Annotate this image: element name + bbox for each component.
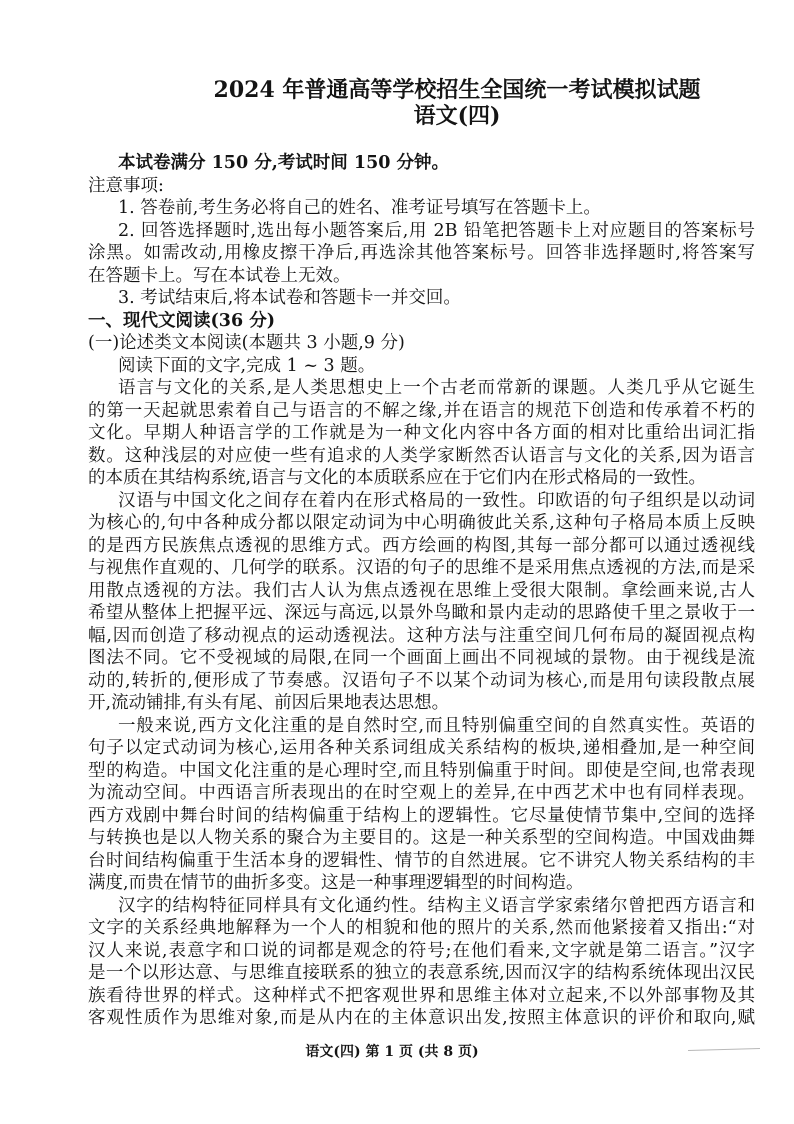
instruction-line: 涂黑。如需改动,用橡皮擦干净后,再选涂其他答案标号。回答非选择题时,将答案写 — [88, 243, 755, 263]
passage-line: 汉人来说,表意字和口说的词都是观念的符号;在他们看来,文字就是第二语言。”汉字 — [88, 940, 755, 961]
section-subheading: (一)论述类文本阅读(本题共 3 小题,9 分) — [88, 333, 405, 353]
passage-line: 一般来说,西方文化注重的是自然时空,而且特别偏重空间的自然真实性。英语的 — [118, 715, 755, 736]
instructions-heading: 注意事项: — [88, 175, 164, 196]
instruction-line: 在答题卡上。写在本试卷上无效。 — [88, 265, 351, 286]
reading-prompt: 阅读下面的文字,完成 1 ~ 3 题。 — [118, 355, 376, 376]
exam-title: 2024 年普通高等学校招生全国统一考试模拟试题 — [213, 77, 701, 103]
section-heading: 一、现代文阅读(36 分) — [88, 310, 276, 331]
instruction-line: 2. 回答选择题时,选出每小题答案后,用 2B 铅笔把答题卡上对应题目的答案标号 — [118, 220, 755, 241]
passage-line: 幅,因而创造了移动视点的运动透视法。这种方法与注重空间几何布局的凝固视点构 — [88, 625, 755, 646]
passage-line: 满度,而贵在情节的曲折多变。这是一种事理逻辑型的时间构造。 — [88, 873, 584, 893]
passage-line: 的第一天起就思索着自己与语言的不解之缘,并在语言的规范下创造和传承着不朽的 — [88, 400, 755, 421]
passage-line: 汉语与中国文化之间存在着内在形式格局的一致性。印欧语的句子组织是以动词 — [118, 490, 755, 511]
passage-line: 希望从整体上把握平远、深远与高远,以景外鸟瞰和景内走动的思路使千里之景收于一 — [88, 603, 755, 623]
instruction-line: 1. 答卷前,考生务必将自己的姓名、准考证号填写在答题卡上。 — [118, 198, 601, 218]
passage-line: 句子以定式动词为核心,运用各种关系词组成关系结构的板块,递相叠加,是一种空间 — [88, 738, 755, 758]
passage-line: 汉字的结构特征同样具有文化通约性。结构主义语言学家索绪尔曾把西方语言和 — [118, 895, 755, 916]
passage-line: 用散点透视的方法。我们古人认为焦点透视在思维上受很大限制。拿绘画来说,古人 — [88, 580, 755, 601]
passage-paragraph-3 — [88, 715, 755, 895]
exam-subtitle: 语文(四) — [413, 103, 501, 129]
instructions-block — [88, 152, 755, 310]
passage-line: 的本质在其结构系统,语言与文化的本质联系应在于它们内在形式格局的一致性。 — [88, 468, 707, 488]
passage-line: 为流动空间。中西语言所表现出的在时空观上的差异,在中西艺术中也有同样表现。 — [88, 783, 755, 803]
passage-line: 西方戏剧中舞台时间的结构偏重于结构上的逻辑性。它尽量使情节集中,空间的选择 — [88, 805, 755, 826]
passage-line: 与转换也是以人物关系的聚合为主要目的。这是一种关系型的空间构造。中国戏曲舞 — [88, 828, 755, 848]
passage-line: 文化。早期人种语言学的工作就是为一种文化内容中各方面的相对比重给出词汇指 — [88, 423, 755, 443]
instruction-line: 3. 考试结束后,将本试卷和答题卡一并交回。 — [118, 288, 461, 308]
passage-line: 与视焦作直观的、几何学的联系。汉语的句子的思维不是采用焦点透视的方法,而是采 — [88, 558, 755, 578]
instruction-item-1 — [88, 197, 755, 220]
instruction-item-3 — [88, 287, 755, 310]
passage-line: 台时间结构偏重于生活本身的逻辑性、情节的自然进展。它不讲究人物关系结构的丰 — [88, 850, 755, 871]
passage-line: 客观性质作为思维对象,而是从内在的主体意识出发,按照主体意识的评价和取向,赋 — [88, 1008, 755, 1028]
passage-line: 的是西方民族焦点透视的思维方式。西方绘画的构图,其每一部分都可以通过透视线 — [88, 535, 755, 556]
page-footer: 语文(四) 第 1 页 (共 8 页) — [305, 1044, 479, 1060]
passage-paragraph-2 — [88, 490, 755, 715]
passage — [88, 377, 755, 1030]
passage-line: 数。这种浅层的对应使一些有追求的人类学家断然否认语言与文化的关系,因为语言 — [88, 445, 755, 466]
passage-line: 文字的关系经典地解释为一个人的相貌和他的照片的关系,然而他紧接着又指出:“对 — [88, 918, 755, 938]
passage-paragraph-1 — [88, 377, 755, 490]
passage-line: 型的构造。中国文化注重的是心理时空,而且特别偏重于时间。即使是空间,也常表现 — [88, 760, 755, 781]
passage-line: 族看待世界的样式。这种样式不把客观世界和思维主体对立起来,不以外部事物及其 — [88, 985, 755, 1006]
passage-paragraph-4 — [88, 895, 755, 1030]
passage-line: 为核心的,句中各种成分都以限定动词为中心明确彼此关系,这种句子格局本质上反映 — [88, 513, 755, 533]
passage-line: 是一个以形达意、与思维直接联系的独立的表意系统,因而汉字的结构系统体现出汉民 — [88, 963, 755, 983]
passage-line: 动的,转折的,便形成了节奏感。汉语句子不以某个动词为核心,而是用句读段散点展 — [88, 670, 755, 691]
passage-line: 开,流动铺排,有头有尾、前因后果地表达思想。 — [88, 693, 450, 713]
score-line: 本试卷满分 150 分,考试时间 150 分钟。 — [118, 153, 450, 173]
passage-line: 语言与文化的关系,是人类思想史上一个古老而常新的课题。人类几乎从它诞生 — [118, 378, 755, 398]
passage-line: 图法不同。它不受视域的局限,在同一个画面上画出不同视域的景物。由于视线是流 — [88, 648, 755, 668]
exam-body — [88, 152, 755, 1030]
instruction-item-2 — [88, 220, 755, 288]
